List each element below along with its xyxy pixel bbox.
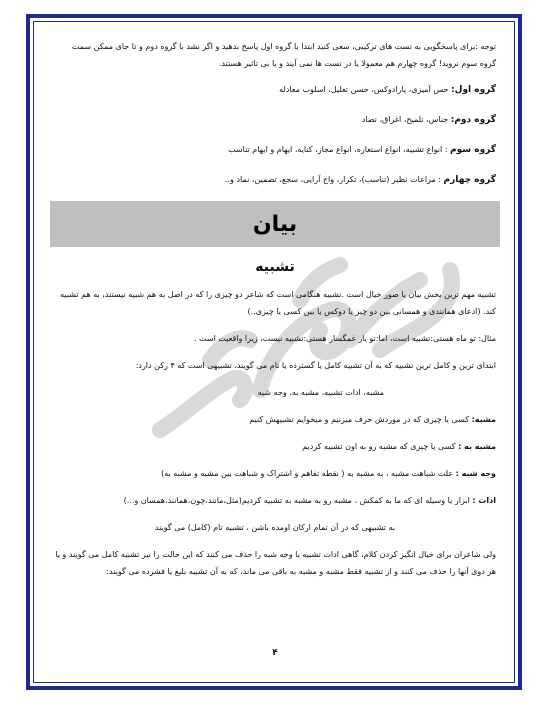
main-content <box>54 38 496 580</box>
tam-line: به تشبیهی که در آن تمام ارکان اومده باشن ، تشبیه تام (کامل) می گویند <box>154 523 396 532</box>
adat-label: ادات : <box>472 496 496 505</box>
complete-simile-line: ابتدای ترین و کامل ترین تشبیه که به آن تشبیه کامل یا گسترده یا تام می گویند، تشبیهی است که ۴ رکن دارد: <box>135 361 496 370</box>
wajh-text: علت شباهت مشبه ، به مشبه به ( نقطه تفاهم و اشتراک و شباهت بین مشبه و مشبه به) <box>161 469 456 478</box>
pillars-line: مشبه، ادات تشبیه، مشبه به، وجه شبه <box>257 388 384 397</box>
group-4-text: : مراعات نظیر (تناسب)، تکرار، واج آرایی، سجع، تضمین، نماد و.. <box>224 175 444 184</box>
section-title: بیان <box>252 211 298 237</box>
mushabbah-bih-label: مشبه به : <box>458 442 496 451</box>
mushabbah-bih-text: کسی یا چیزی که مشبه رو به اون تشبیه کردیم <box>302 442 459 451</box>
wajh-line <box>54 465 496 482</box>
group-2-text: جناس، تلمیح، اغراق، تضاد <box>361 115 451 124</box>
adat-line <box>54 492 496 509</box>
intro-paragraph: توجه :برای پاسخگویی به تست های ترکیبی، سعی کنید ابتدا با گروه اول پاسخ بدهید و اگر نشد با گروه دوم و تا جای ممکن سمت گروه سوم نروید! گروه چهارم هم معمولا یا در تست ها نمی آیند و یا بی تاثیر هستند. <box>71 42 496 68</box>
section-banner <box>50 201 500 247</box>
group-1-label: گروه اول: <box>451 85 496 95</box>
mushabbah-text: کسی یا چیزی که در موردش حرف میزنیم و میخوایم تشبیهش کنیم <box>249 415 472 424</box>
group-4-line <box>54 171 496 189</box>
group-2-line <box>54 111 496 129</box>
wajh-label: وجه شبه : <box>455 469 496 478</box>
example-line: مثال: تو ماه هستی:تشبیه است، اما:تو یار غمگسار هستی:تشبیه نیست، زیرا واقعیت است . <box>193 334 496 343</box>
mushabbah-line <box>54 411 496 428</box>
subsection-title: تشبیه <box>255 259 295 275</box>
definition-paragraph: تشبیه مهم ترین بخش بیان یا صور خیال است .تشبیه هنگامی است که شاعر دو چیزی را که در اصل به هم شبیه نیستند، به هم تشبیه کند. (ادعای همانندی و همسانی بین دو چیز یا دوکس یا بین کسی یا چیزی..) <box>60 290 496 316</box>
group-1-line <box>54 81 496 99</box>
group-3-text: : انواع تشبیه، انواع استعاره، انواع مجاز، کنایه، ایهام و ایهام تناسب <box>228 145 451 154</box>
group-3-line <box>54 141 496 159</box>
adat-text: ابزار یا وسیله ای که ما به کمکش ، مشبه رو به مشبه به تشبیه کردیم(مثل،مانند،چون،همانند،همسان و...) <box>123 496 473 505</box>
mushabbah-bih-line <box>54 438 496 455</box>
poets-paragraph: ولی شاعران برای خیال انگیز کردن کلام، گاهی ادات تشبیه یا وجه شبه را حذف می کنند که این حالت را نیز تشبیه کامل می گویند و یا هر دوی آنها را حذف می کنند و از تشبیه فقط مشبه و مشبه به باقی می ماند، که به آن تشبیه بلیغ یا فشرده می گویند: <box>55 550 496 576</box>
mushabbah-label: مشبه: <box>471 415 496 424</box>
group-1-text: حس آمیزی، پارادوکس، حسن تعلیل، اسلوب معادله <box>279 85 452 94</box>
group-3-label: گروه سوم <box>450 145 496 155</box>
page-number: ۴ <box>272 648 278 658</box>
group-4-label: گروه چهارم <box>443 175 496 185</box>
group-2-label: گروه دوم: <box>450 115 496 125</box>
